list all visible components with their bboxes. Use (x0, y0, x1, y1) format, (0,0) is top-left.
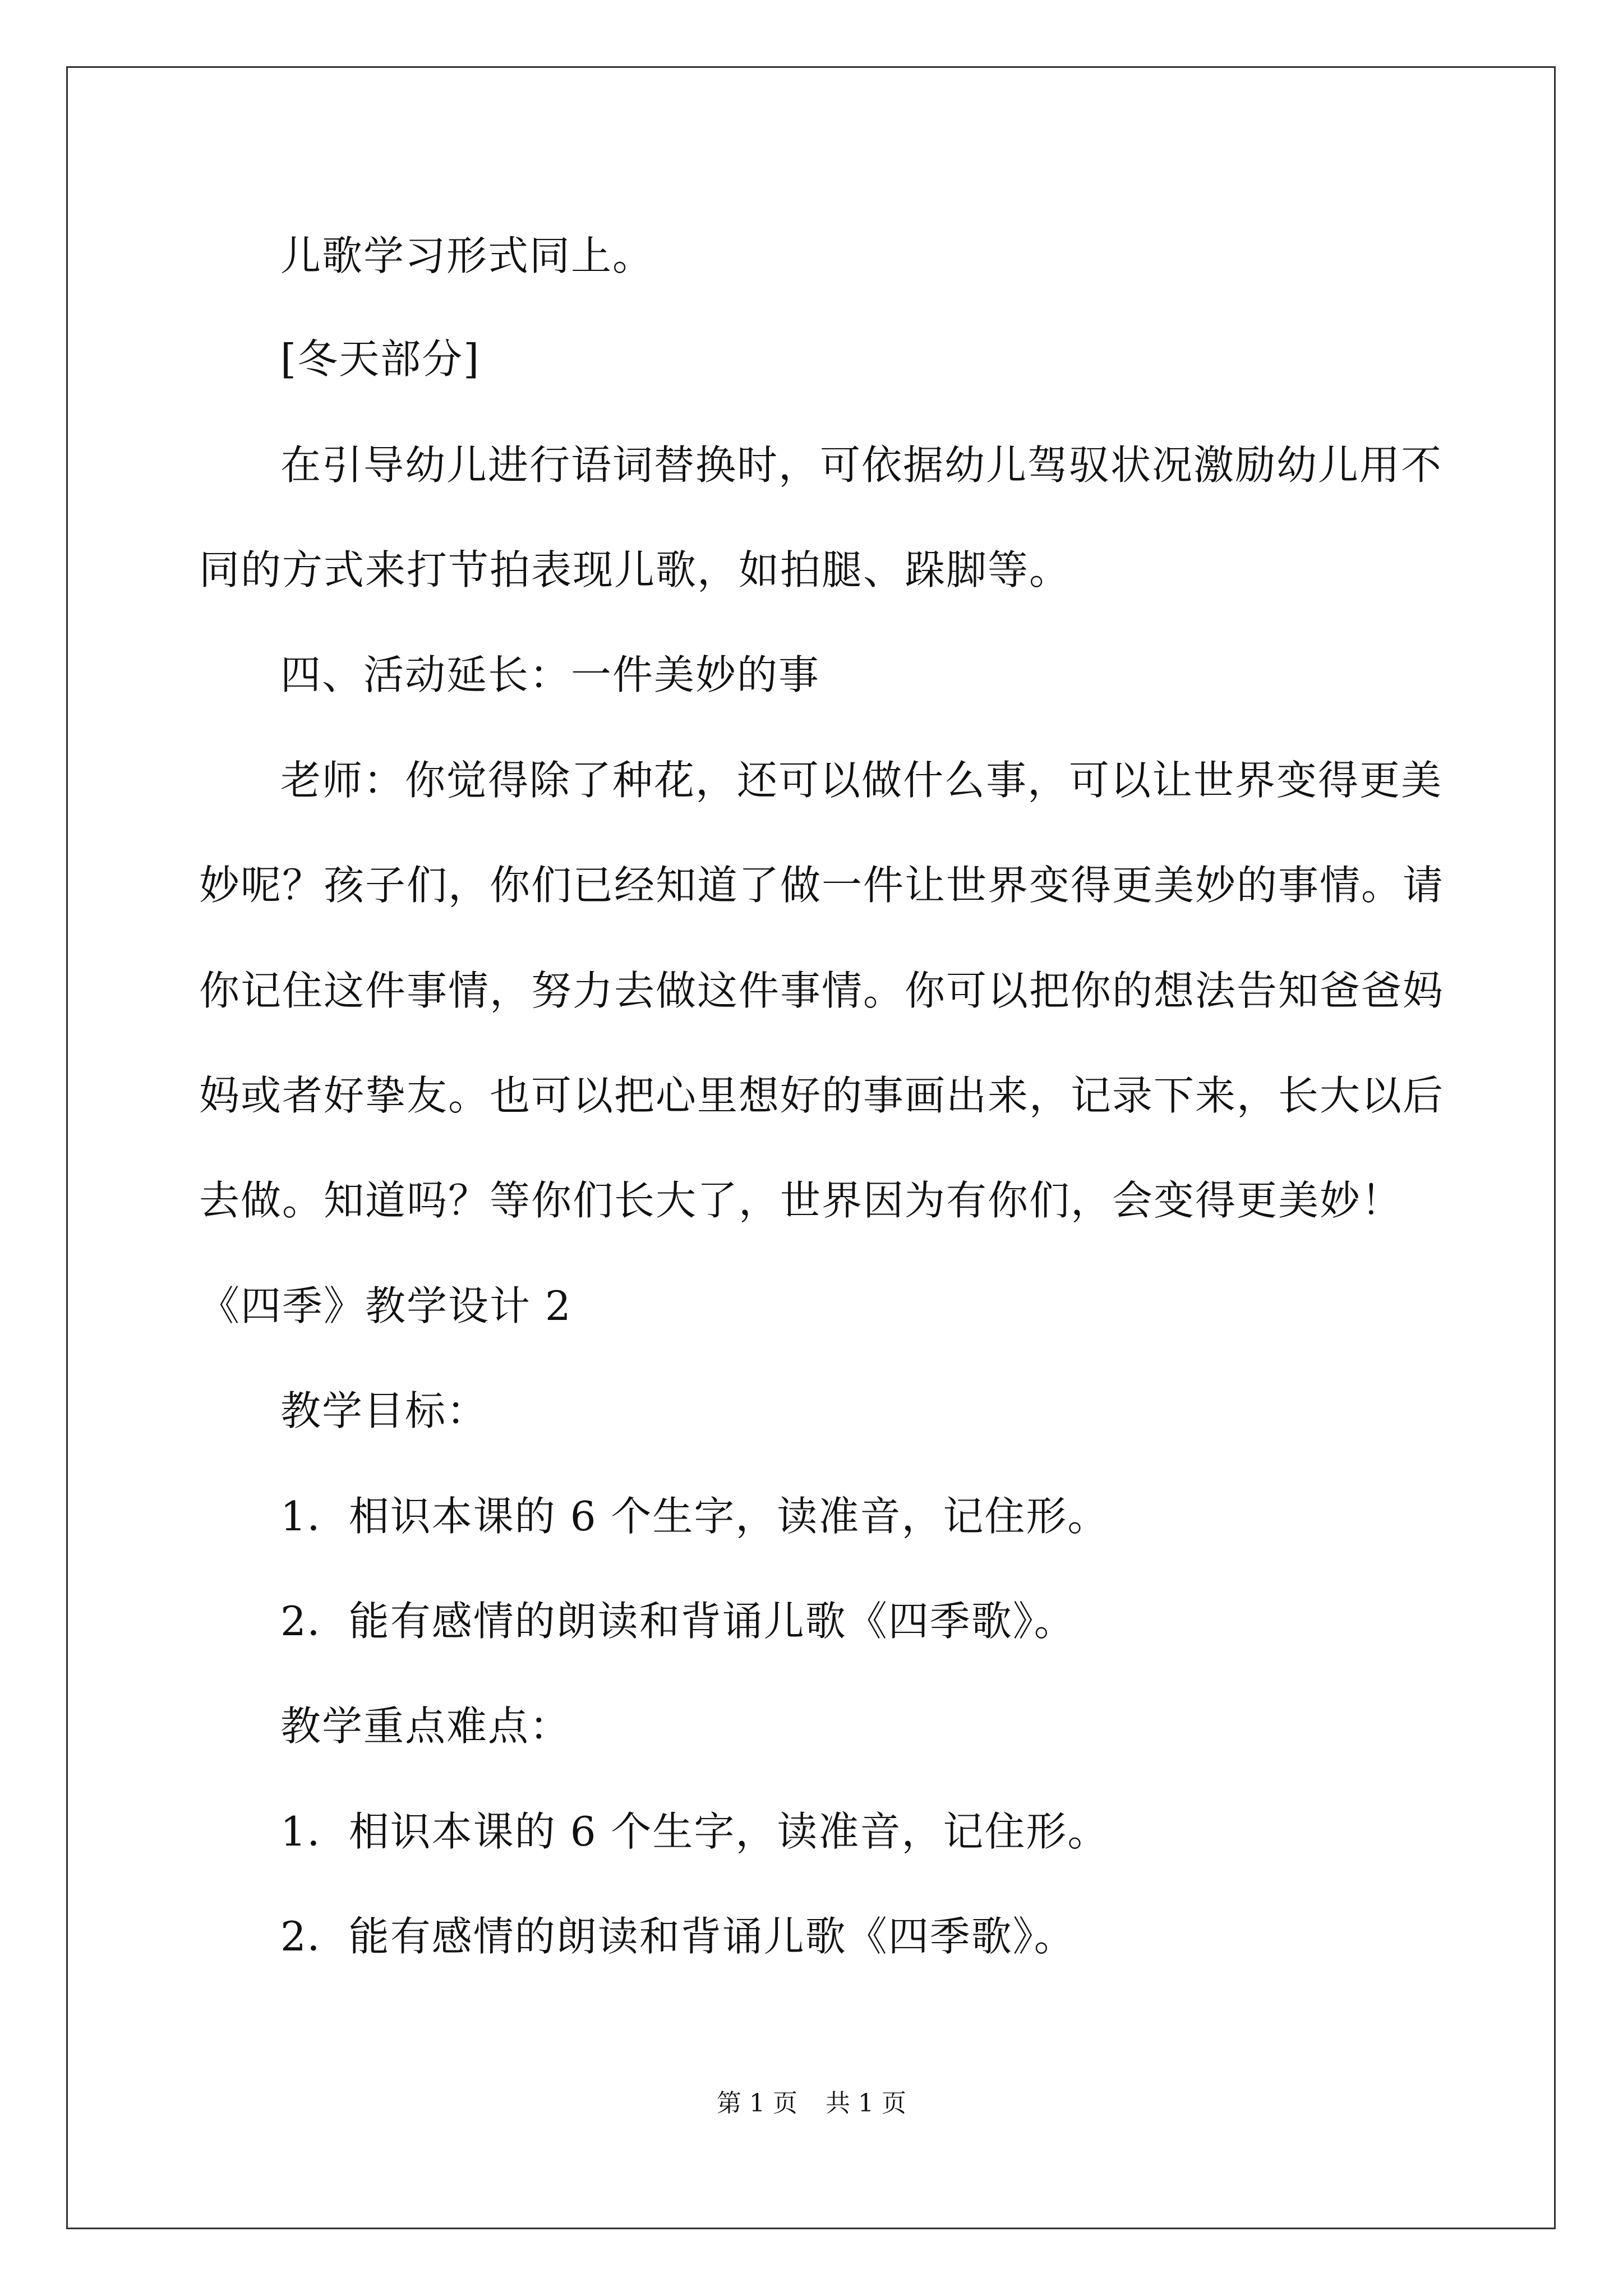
text-line: 去做。知道吗？等你们长大了，世界因为有你们，会变得更美妙！ (199, 1177, 1403, 1224)
list-item: 1．相识本课的 6 个生字，读准音，记住形。 (280, 1808, 1109, 1855)
text-line: 妙呢？孩子们，你们已经知道了做一件让世界变得更美妙的事情。请 (199, 862, 1445, 909)
subheading-objectives: 教学目标： (280, 1387, 488, 1434)
text-line: 同的方式来打节拍表现儿歌，如拍腿、跺脚等。 (199, 546, 1071, 593)
page-number-total: 共 1 页 (826, 2089, 906, 2118)
section-heading-activity: 四、活动延长：一件美妙的事 (280, 651, 820, 698)
text-line: 老师：你觉得除了种花，还可以做什么事，可以让世界变得更美 (280, 757, 1443, 804)
text-line: 你记住这件事情，努力去做这件事情。你可以把你的想法告知爸爸妈 (199, 967, 1445, 1014)
text-line: 在引导幼儿进行语词替换时，可依据幼儿驾驭状况激励幼儿用不 (280, 441, 1443, 489)
list-item: 2．能有感情的朗读和背诵儿歌《四季歌》。 (280, 1913, 1076, 1960)
page-number-current: 第 1 页 (717, 2089, 797, 2118)
section-heading-winter: [冬天部分] (280, 335, 481, 383)
page-border (66, 66, 1556, 2229)
page-footer (0, 2087, 1623, 2120)
text-line: 儿歌学习形式同上。 (280, 232, 654, 279)
section-title: 《四季》教学设计 2 (199, 1282, 572, 1329)
list-item: 1．相识本课的 6 个生字，读准音，记住形。 (280, 1493, 1109, 1540)
text-line: 妈或者好挚友。也可以把心里想好的事画出来，记录下来，长大以后 (199, 1072, 1445, 1119)
subheading-key-points: 教学重点难点： (280, 1703, 571, 1750)
list-item: 2．能有感情的朗读和背诵儿歌《四季歌》。 (280, 1598, 1076, 1645)
